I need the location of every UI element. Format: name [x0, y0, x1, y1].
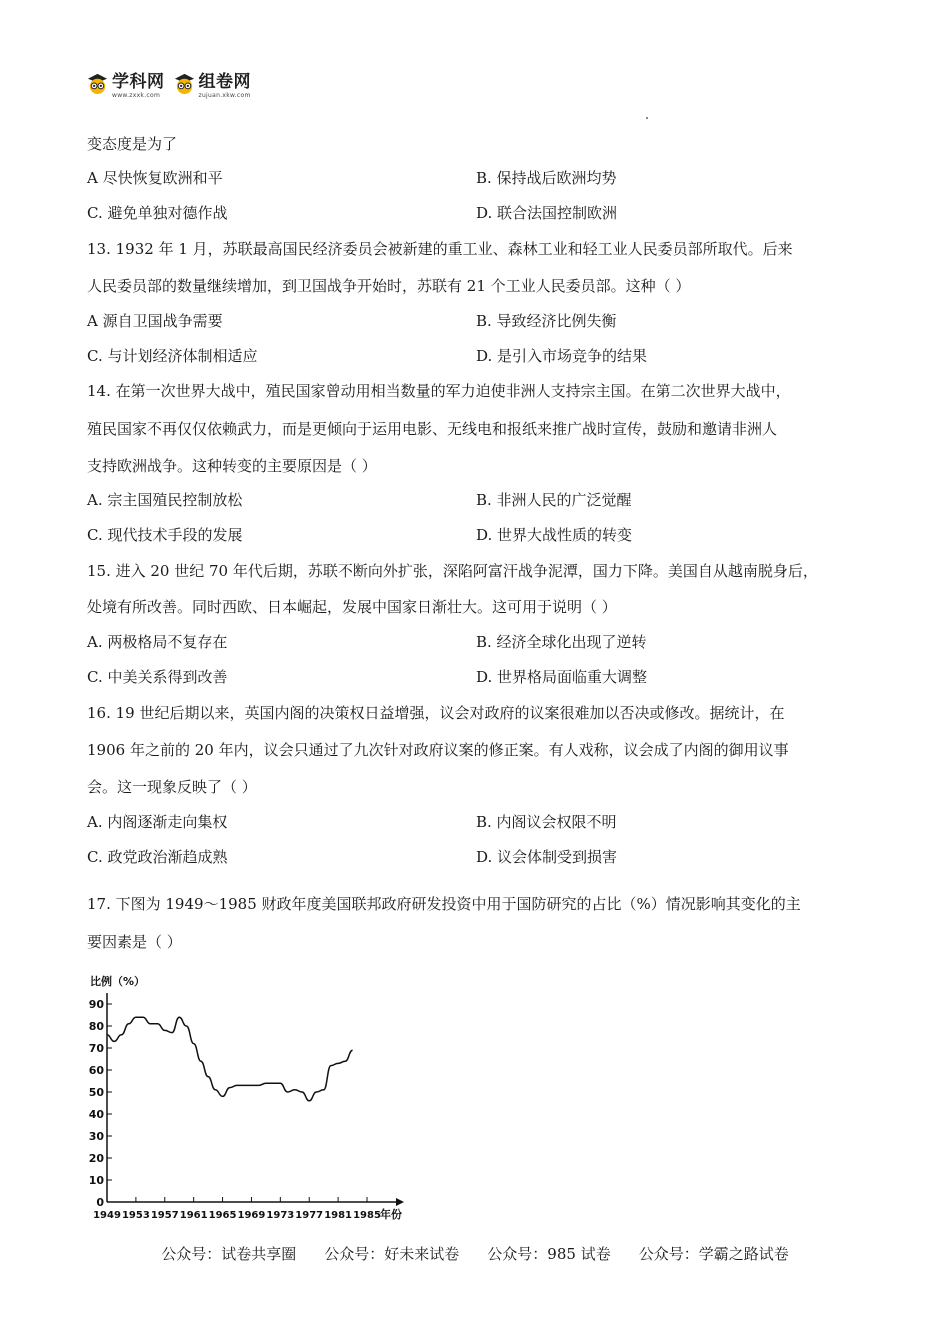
- footer-item: 公众号：学霸之路试卷: [638, 1245, 789, 1263]
- x-tick-label: 1949: [93, 1210, 121, 1221]
- scan-mark: [646, 117, 648, 119]
- question-15-line: 15. 进入 20 世纪 70 年代后期，苏联不断向外扩张，深陷阿富汗战争泥潭，国力下降。美国自从越南脱身后，: [87, 562, 818, 580]
- x-axis-arrow-icon: [396, 1198, 404, 1206]
- zujuan-logo: [173, 72, 252, 100]
- option-b: B. 保持战后欧洲均势: [476, 169, 617, 187]
- y-tick-label: 0: [96, 1196, 104, 1209]
- chart-series-line: [107, 1017, 353, 1101]
- owl-face-icon: [173, 72, 196, 95]
- option-a: A. 内阁逐渐走向集权: [87, 813, 228, 831]
- question-14-line: 14. 在第一次世界大战中，殖民国家曾动用相当数量的军力迫使非洲人支持宗主国。在第二次世界大战中，: [87, 382, 791, 400]
- option-d: D. 世界格局面临重大调整: [476, 668, 648, 686]
- y-tick-label: 80: [88, 1020, 104, 1033]
- x-tick-label: 1969: [237, 1210, 266, 1221]
- option-d: D. 议会体制受到损害: [476, 848, 618, 866]
- option-a: A. 两极格局不复存在: [87, 633, 228, 651]
- option-b: B. 内阁议会权限不明: [476, 813, 617, 831]
- option-c: C. 政党政治渐趋成熟: [87, 848, 228, 866]
- defense-rd-line-chart: [86, 968, 416, 1224]
- zxxk-logo: [86, 72, 165, 100]
- x-tick-label: 1981: [324, 1210, 353, 1221]
- zxxk-logo-name: 学科网: [112, 72, 165, 92]
- question-14-line: 支持欧洲战争。这种转变的主要原因是（ ）: [87, 457, 377, 475]
- option-d: D. 联合法国控制欧洲: [476, 204, 618, 222]
- x-tick-label: 1985: [353, 1210, 381, 1221]
- option-c: C. 避免单独对德作战: [87, 204, 228, 222]
- y-tick-label: 30: [88, 1130, 104, 1143]
- chart-x-axis-label: 年份: [380, 1208, 402, 1221]
- x-tick-label: 1961: [179, 1210, 208, 1221]
- zujuan-logo-url: zujuan.xkw.com: [198, 92, 251, 99]
- question-14-line: 殖民国家不再仅仅依赖武力，而是更倾向于运用电影、无线电和报纸来推广战时宣传，鼓励和邀请非洲人: [87, 420, 778, 438]
- question-13-line: 13. 1932 年 1 月，苏联最高国民经济委员会被新建的重工业、森林工业和轻工业人民委员部所取代。后来: [87, 240, 793, 258]
- x-tick-label: 1977: [295, 1210, 324, 1221]
- y-tick-label: 20: [88, 1152, 104, 1165]
- y-tick-label: 10: [88, 1174, 104, 1187]
- option-a: A 源自卫国战争需要: [87, 312, 223, 330]
- zxxk-logo-url: www.zxxk.com: [112, 92, 161, 99]
- option-c: C. 现代技术手段的发展: [87, 526, 243, 544]
- question-16-line: 1906 年之前的 20 年内，议会只通过了九次针对政府议案的修正案。有人戏称，议会成了内阁的御用议事: [87, 741, 789, 759]
- question-16-line: 16. 19 世纪后期以来，英国内阁的决策权日益增强，议会对政府的议案很难加以否决或修改。据统计，在: [87, 704, 785, 722]
- option-c: C. 中美关系得到改善: [87, 668, 228, 686]
- question-text: 变态度是为了: [87, 135, 178, 153]
- x-tick-label: 1965: [208, 1210, 237, 1221]
- owl-face-icon: [86, 72, 109, 95]
- footer-item: 公众号：好未来试卷: [324, 1245, 460, 1263]
- y-tick-label: 60: [88, 1064, 104, 1077]
- option-d: D. 是引入市场竞争的结果: [476, 347, 648, 365]
- y-tick-label: 70: [88, 1042, 104, 1055]
- option-b: B. 导致经济比例失衡: [476, 312, 617, 330]
- question-15-line: 处境有所改善。同时西欧、日本崛起，发展中国家日渐壮大。这可用于说明（ ）: [87, 598, 617, 616]
- option-a: A 尽快恢复欧洲和平: [87, 169, 223, 187]
- x-tick-label: 1953: [121, 1210, 150, 1221]
- question-17-line: 17. 下图为 1949～1985 财政年度美国联邦政府研发投资中用于国防研究的占比（%）情况影响其变化的主: [87, 895, 801, 913]
- zujuan-logo-name: 组卷网: [198, 72, 251, 92]
- header-logo: [86, 72, 251, 100]
- option-d: D. 世界大战性质的转变: [476, 526, 633, 544]
- y-tick-label: 50: [88, 1086, 104, 1099]
- x-tick-label: 1973: [266, 1210, 295, 1221]
- question-17-line: 要因素是（ ）: [87, 933, 182, 951]
- option-b: B. 非洲人民的广泛觉醒: [476, 491, 632, 509]
- footer: [0, 1244, 950, 1264]
- question-13-line: 人民委员部的数量继续增加，到卫国战争开始时，苏联有 21 个工业人民委员部。这种（ ）: [87, 277, 691, 295]
- x-tick-label: 1957: [150, 1210, 179, 1221]
- y-tick-label: 40: [88, 1108, 104, 1121]
- question-16-line: 会。这一现象反映了（ ）: [87, 778, 257, 796]
- footer-item: 公众号：985 试卷: [487, 1245, 611, 1263]
- y-tick-label: 90: [88, 998, 104, 1011]
- option-b: B. 经济全球化出现了逆转: [476, 633, 647, 651]
- chart-y-axis-label: 比例（%）: [90, 975, 146, 988]
- option-c: C. 与计划经济体制相适应: [87, 347, 258, 365]
- option-a: A. 宗主国殖民控制放松: [87, 491, 243, 509]
- footer-item: 公众号：试卷共享圈: [161, 1245, 297, 1263]
